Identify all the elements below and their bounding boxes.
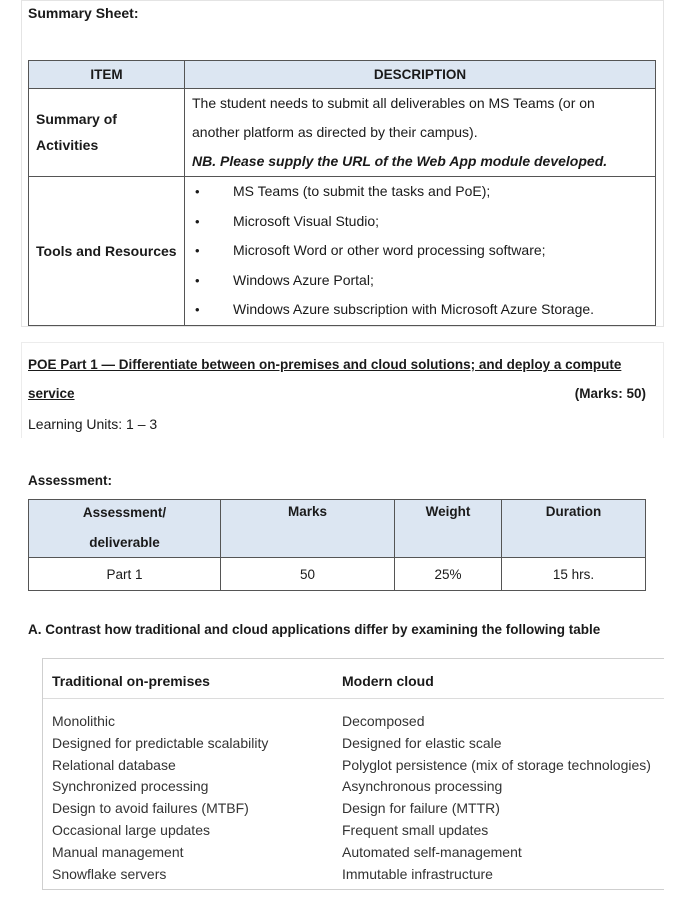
deliverable-header (29, 500, 221, 558)
summary-header-row (29, 61, 656, 89)
assessment-table (28, 499, 646, 591)
poe-title-line2-row (28, 386, 646, 401)
bullet-icon: • (195, 302, 200, 318)
summary-title: Summary Sheet: (28, 5, 139, 21)
list-item: Occasional large updates (52, 821, 210, 838)
tools-label-cell (29, 177, 185, 326)
poe-title-line2: service (28, 386, 75, 401)
tool-item-label: MS Teams (to submit the tasks and PoE); (233, 183, 491, 199)
list-item: Asynchronous processing (342, 778, 503, 795)
assessment-header-row (29, 500, 646, 558)
list-item: Designed for predictable scalability (52, 734, 269, 751)
tool-item-label: Windows Azure subscription with Microsoft Azure Storage. (233, 301, 595, 318)
cloud-header: Modern cloud (342, 673, 434, 689)
activities-row (29, 89, 656, 177)
activities-line-1: The student needs to submit all deliverables on MS Teams (or on (192, 95, 595, 111)
learning-units: Learning Units: 1 – 3 (28, 416, 158, 432)
section-a-heading: A. Contrast how traditional and cloud applications differ by examining the following table (28, 622, 601, 637)
tool-item-label: Windows Azure Portal; (233, 271, 374, 288)
table-row (29, 558, 646, 591)
item-header: ITEM (29, 61, 185, 89)
list-item: Decomposed (342, 713, 425, 729)
duration-header: Duration (502, 500, 646, 558)
list-item: Relational database (52, 756, 176, 773)
list-item: Automated self-management (342, 843, 522, 860)
list-item (185, 207, 655, 237)
poe-title-line1: POE Part 1 — Differentiate between on-premises and cloud solutions; and deploy a compute (28, 357, 622, 372)
traditional-header: Traditional on-premises (52, 673, 210, 689)
tools-row (29, 177, 656, 326)
list-item: Design to avoid failures (MTBF) (52, 800, 249, 817)
comparison-table (42, 658, 664, 890)
cloud-column (342, 711, 651, 885)
header-divider (43, 698, 664, 699)
activities-line-2: another platform as directed by their campus). (192, 124, 478, 140)
list-item (185, 266, 655, 296)
list-item (185, 295, 655, 325)
marks-cell: 50 (221, 558, 395, 591)
weight-header: Weight (395, 500, 502, 558)
activities-description-cell (185, 89, 656, 177)
deliverable-cell: Part 1 (29, 558, 221, 591)
list-item (185, 177, 655, 207)
tool-item-label: Microsoft Visual Studio; (233, 212, 380, 229)
bullet-icon: • (195, 213, 200, 229)
activities-label-line2: Activities (36, 137, 99, 153)
activities-label-cell (29, 89, 185, 177)
list-item (185, 236, 655, 266)
weight-cell: 25% (395, 558, 502, 591)
description-header: DESCRIPTION (185, 61, 656, 89)
list-item: Synchronized processing (52, 778, 209, 795)
list-item: Snowflake servers (52, 865, 167, 882)
duration-cell: 15 hrs. (502, 558, 646, 591)
deliverable-header-line2: deliverable (89, 535, 160, 550)
list-item: Designed for elastic scale (342, 734, 502, 751)
list-item: Immutable infrastructure (342, 865, 493, 882)
bullet-icon: • (195, 184, 200, 199)
activities-label-line1: Summary of (36, 111, 117, 127)
bullet-icon: • (195, 272, 200, 288)
traditional-column (52, 711, 268, 885)
list-item: Frequent small updates (342, 821, 489, 838)
tools-list-cell (185, 177, 656, 326)
deliverable-header-line1: Assessment/ (82, 505, 167, 520)
list-item: Design for failure (MTTR) (342, 800, 500, 817)
list-item: Manual management (52, 843, 184, 860)
list-item: Monolithic (52, 713, 116, 729)
bullet-icon: • (195, 243, 200, 259)
tool-item-label: Microsoft Word or other word processing software; (233, 242, 546, 259)
activities-note: NB. Please supply the URL of the Web App module developed. (192, 153, 608, 169)
poe-marks: (Marks: 50) (574, 386, 646, 401)
list-item: Polyglot persistence (mix of storage technologies) (342, 756, 651, 773)
marks-header: Marks (221, 500, 395, 558)
summary-table (28, 60, 656, 326)
tools-label: Tools and Resources (36, 242, 177, 259)
assessment-label: Assessment: (28, 473, 113, 488)
